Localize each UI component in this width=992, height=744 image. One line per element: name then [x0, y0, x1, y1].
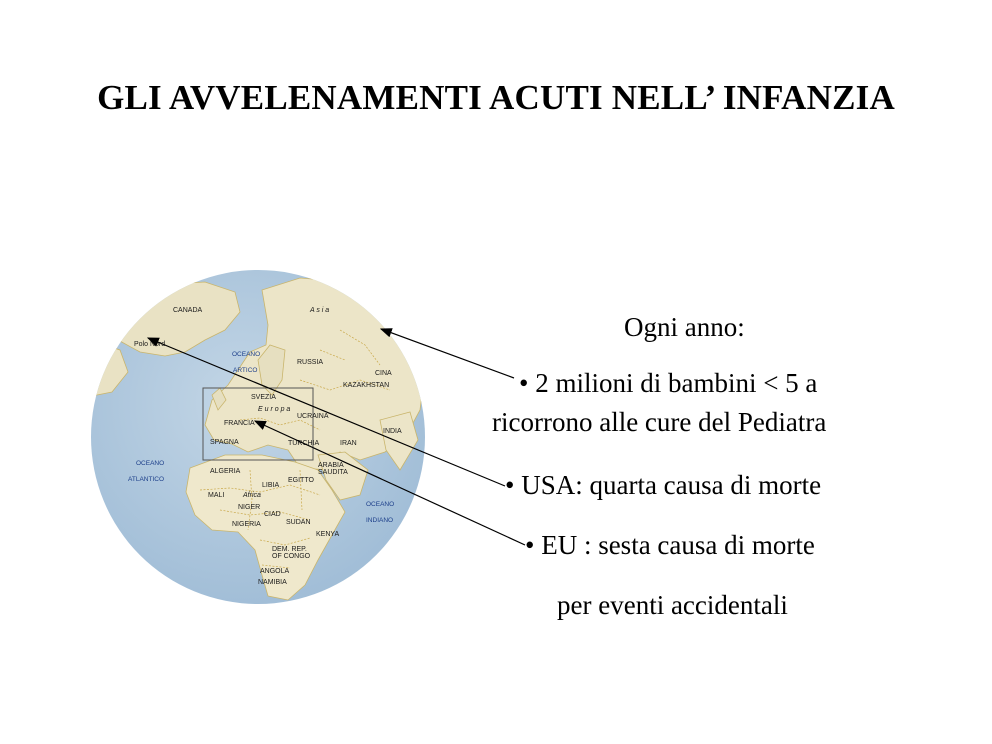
- map-label-kazakhstan: KAZAKHSTAN: [343, 382, 390, 389]
- map-label-egitto: EGITTO: [288, 477, 314, 484]
- map-label-congo-1: DEM. REP.: [272, 546, 307, 553]
- map-label-ciad: CIAD: [264, 511, 281, 518]
- map-label-africa: Africa: [243, 492, 261, 499]
- globe: [90, 270, 425, 604]
- map-label-oceano-indiano-2: INDIANO: [366, 517, 394, 524]
- map-label-canada: CANADA: [173, 307, 203, 314]
- text-ricorrono: ricorrono alle cure del Pediatra: [492, 407, 827, 437]
- map-label-iran: IRAN: [340, 440, 357, 447]
- map-label-arabia-1: ARABIA: [318, 462, 344, 469]
- map-label-spagna: SPAGNA: [210, 439, 239, 446]
- map-label-angola: ANGOLA: [260, 568, 290, 575]
- map-label-polo: Polo Nord: [134, 341, 166, 348]
- map-label-congo-2: OF CONGO: [272, 553, 311, 560]
- map-label-arabia-2: SAUDITA: [318, 469, 348, 476]
- map-label-sudan: SUDAN: [286, 519, 311, 526]
- map-label-russia: RUSSIA: [297, 359, 324, 366]
- map-label-oceano-artico-1: OCEANO: [232, 351, 261, 358]
- map-label-asia: A s i a: [310, 307, 330, 314]
- text-ogni-anno: Ogni anno:: [624, 312, 745, 342]
- map-label-libia: LIBIA: [262, 482, 280, 489]
- map-label-cina: CINA: [375, 370, 392, 377]
- bullet-bambini: • 2 milioni di bambini < 5 a: [519, 368, 818, 398]
- map-label-turchia: TURCHIA: [288, 440, 320, 447]
- map-label-oceano-artico-2: ARTICO: [233, 367, 258, 374]
- map-label-algeria: ALGERIA: [210, 468, 241, 475]
- map-label-niger: NIGER: [238, 504, 261, 511]
- map-label-europa: E u r o p a: [258, 406, 291, 413]
- map-label-mali: MALI: [208, 492, 225, 499]
- map-label-oceano-atlantico-1: OCEANO: [136, 460, 165, 467]
- map-label-kenya: KENYA: [316, 531, 340, 538]
- map-label-francia: FRANCIA: [224, 420, 255, 427]
- slide-title: GLI AVVELENAMENTI ACUTI NELL’ INFANZIA: [97, 78, 895, 117]
- bullet-eu: • EU : sesta causa di morte: [525, 530, 815, 560]
- map-label-svezia: SVEZIA: [251, 394, 276, 401]
- text-eventi-accidentali: per eventi accidentali: [557, 590, 788, 620]
- map-label-india: INDIA: [383, 428, 402, 435]
- map-label-namibia: NAMIBIA: [258, 579, 287, 586]
- bullet-usa: • USA: quarta causa di morte: [505, 470, 822, 500]
- map-label-nigeria: NIGERIA: [232, 521, 261, 528]
- map-label-ucraina: UCRAINA: [297, 413, 329, 420]
- map-label-oceano-atlantico-2: ATLANTICO: [128, 476, 164, 483]
- map-label-oceano-indiano-1: OCEANO: [366, 501, 395, 508]
